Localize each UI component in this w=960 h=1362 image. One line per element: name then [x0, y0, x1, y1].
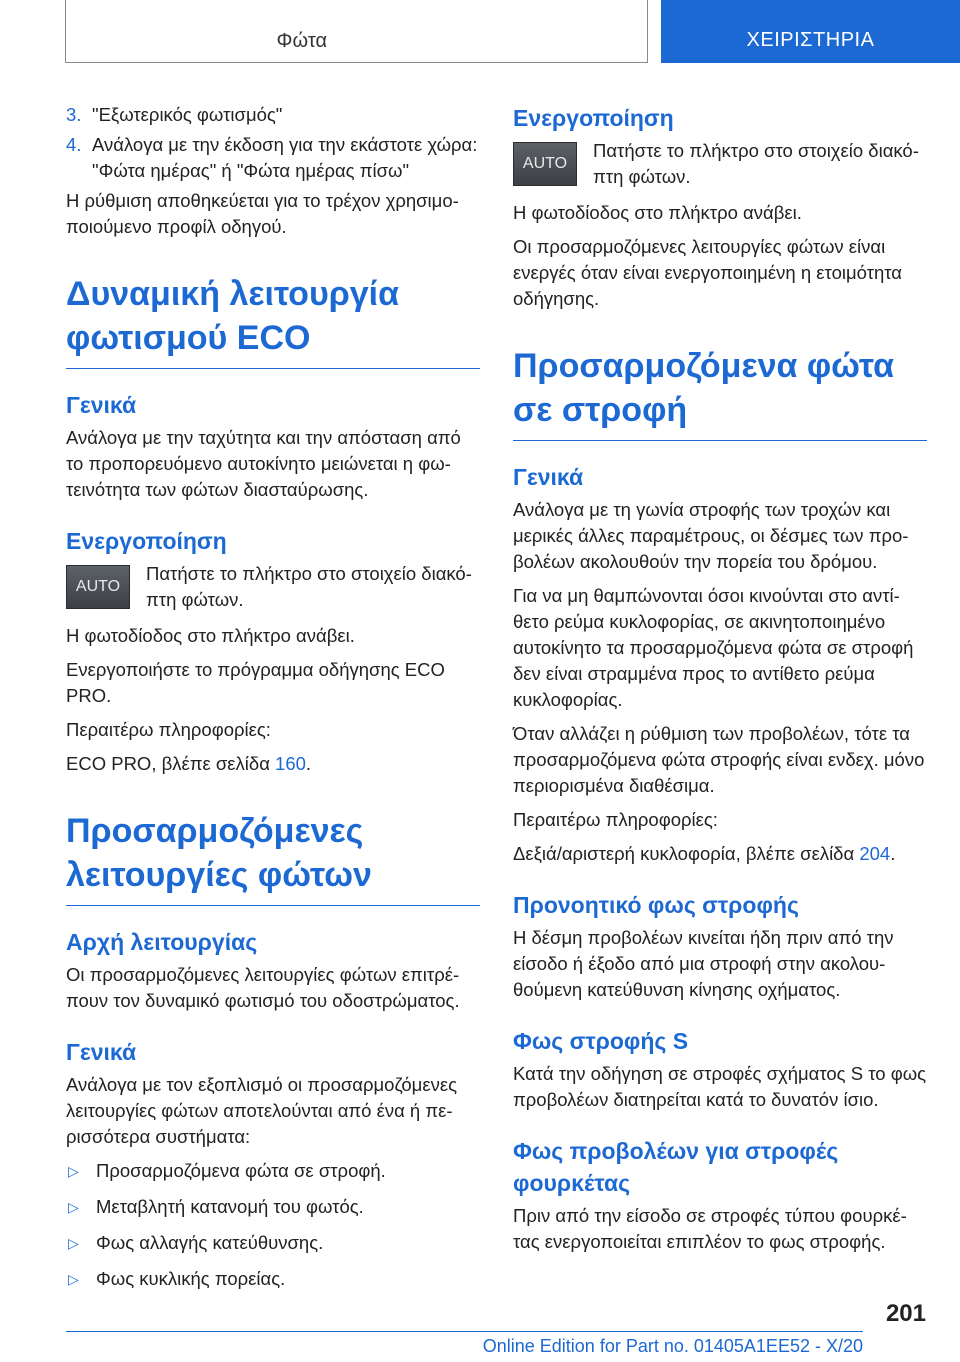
auto-button-icon: AUTO [66, 565, 130, 609]
heading-predictive: Προνοητικό φως στροφής [513, 892, 799, 918]
paragraph: Περαιτέρω πληροφορίες: [513, 809, 718, 830]
paragraph: Η φωτοδίοδος στο πλήκτρο ανάβει. [66, 625, 355, 646]
bullet-item [66, 1158, 480, 1184]
storage-note: Η ρύθμιση αποθηκεύεται για το τρέχον χρησιμο-ποιούμενο προφίλ οδηγού. [66, 190, 459, 237]
list-item-number: 4. [66, 134, 82, 155]
paragraph: Πατήστε το πλήκτρο στο στοιχείο διακό-πτη φώτων. [146, 563, 472, 610]
heading-activation: Ενεργοποίηση [513, 105, 674, 131]
list-item [66, 132, 480, 184]
triangle-bullet-icon: ▷ [68, 1271, 79, 1287]
paragraph: Ανάλογα με την ταχύτητα και την απόσταση από το προπορευόμενο αυτοκίνητο μειώνεται η φω-τεινότητα των φώτων διασταύρωσης. [66, 427, 461, 500]
right-column [513, 102, 927, 1263]
header-section-title: Φώτα [276, 30, 327, 52]
auto-button-row [66, 561, 480, 613]
bullet-item [66, 1266, 480, 1292]
paragraph: Περαιτέρω πληροφορίες: [66, 719, 271, 740]
section-title-eco: Δυναμική λειτουργία φωτισμού ECO [66, 272, 480, 369]
page-link-204[interactable]: 204 [859, 843, 891, 864]
section-title-curve-light: Προσαρμοζόμενα φώτα σε στροφή [513, 344, 927, 441]
triangle-bullet-icon: ▷ [68, 1199, 79, 1215]
paragraph: Κατά την οδήγηση σε στροφές σχήματος S το φως προβολέων διατηρείται κατά το δυνατόν ίσιο. [513, 1063, 927, 1110]
heading-general: Γενικά [66, 1039, 137, 1065]
bullet-text: Φως αλλαγής κατεύθυνσης. [96, 1232, 324, 1253]
bullet-text: Προσαρμοζόμενα φώτα σε στροφή. [96, 1160, 386, 1181]
paragraph: Πριν από την είσοδο σε στροφές τύπου φουρκέ-τας ενεργοποιείται επιπλέον το φως στροφής. [513, 1205, 907, 1252]
paragraph: Οι προσαρμοζόμενες λειτουργίες φώτων είναι ενεργές όταν είναι ενεργοποιημένη η ετοιμότητα οδήγησης. [513, 236, 902, 309]
bullet-item [66, 1230, 480, 1256]
page-link-160[interactable]: 160 [275, 753, 306, 774]
footer-edition: Online Edition for Part no. 01405A1EE52 - X/20 [482, 1336, 863, 1356]
auto-button-row [513, 138, 927, 190]
bullet-text: Μεταβλητή κατανομή του φωτός. [96, 1196, 364, 1217]
header-chapter-tab[interactable]: ΧΕΙΡΙΣΤΗΡΙΑ [661, 0, 960, 63]
heading-s-curve: Φως στροφής S [513, 1028, 689, 1054]
header-frame [65, 0, 648, 63]
page-number: 201 [885, 1300, 926, 1327]
bullet-text: Φως κυκλικής πορείας. [96, 1268, 286, 1289]
paragraph: Η φωτοδίοδος στο πλήκτρο ανάβει. [513, 202, 802, 223]
cross-reference [513, 841, 927, 867]
paragraph: Για να μη θαμπώνονται όσοι κινούνται στο αντί-θετο ρεύμα κυκλοφορίας, σε ακινητοποιημένο αυτοκίνητο τα προσαρμοζόμενα φώτα σε στροφή δεν είναι στραμμένα προς το αντίθετο ρεύμα κυκλοφορίας. [513, 585, 914, 710]
triangle-bullet-icon: ▷ [68, 1163, 79, 1179]
paragraph: Ανάλογα με τη γωνία στροφής των τροχών και μερικές άλλες παραμέτρους, οι δέσμες των προ-βολέων ακολουθούν την πορεία του δρόμου. [513, 499, 909, 572]
list-item-number: 3. [66, 104, 82, 125]
heading-hairpin: Φως προβολέων για στροφές φουρκέτας [513, 1138, 839, 1196]
reference-end: . [890, 843, 896, 864]
bullet-item [66, 1194, 480, 1220]
heading-activation: Ενεργοποίηση [66, 528, 227, 554]
list-item [66, 102, 480, 128]
list-item-text: Ανάλογα με την έκδοση για την εκάστοτε χώρα: "Φώτα ημέρας" ή "Φώτα ημέρας πίσω" [92, 134, 478, 181]
reference-end: . [305, 753, 312, 774]
heading-general: Γενικά [66, 392, 137, 418]
left-column [66, 102, 480, 1302]
heading-principle: Αρχή λειτουργίας [66, 929, 258, 955]
auto-button-icon: AUTO [513, 142, 577, 186]
footer-divider [66, 1331, 863, 1332]
triangle-bullet-icon: ▷ [68, 1235, 79, 1251]
paragraph: Η δέσμη προβολέων κινείται ήδη πριν από την είσοδο ή έξοδο από μια στροφή στην ακολου-θούμενη κατεύθυνση κίνησης οχήματος. [513, 927, 894, 1000]
cross-reference [66, 751, 480, 777]
heading-general: Γενικά [513, 464, 584, 490]
list-item-text: "Εξωτερικός φωτισμός" [92, 104, 283, 125]
reference-text: Δεξιά/αριστερή κυκλοφορία, βλέπε σελίδα [513, 843, 860, 864]
paragraph: Ενεργοποιήστε το πρόγραμμα οδήγησης ECO PRO. [66, 659, 445, 706]
reference-text: ECO PRO, βλέπε σελίδα [66, 753, 276, 774]
paragraph: Ανάλογα με τον εξοπλισμό οι προσαρμοζόμενες λειτουργίες φώτων αποτελούνται από ένα ή πε-ρισσότερα συστήματα: [66, 1074, 457, 1147]
section-title-adaptive: Προσαρμοζόμενες λειτουργίες φώτων [66, 809, 480, 906]
paragraph: Οι προσαρμοζόμενες λειτουργίες φώτων επιτρέ-πουν τον δυναμικό φωτισμό του οδοστρώματος. [66, 964, 460, 1011]
paragraph: Πατήστε το πλήκτρο στο στοιχείο διακό-πτη φώτων. [593, 140, 919, 187]
paragraph: Όταν αλλάζει η ρύθμιση των προβολέων, τότε τα προσαρμοζόμενα φώτα στροφής είναι ενδεχ. μόνο περιορισμένα διαθέσιμα. [513, 723, 925, 796]
